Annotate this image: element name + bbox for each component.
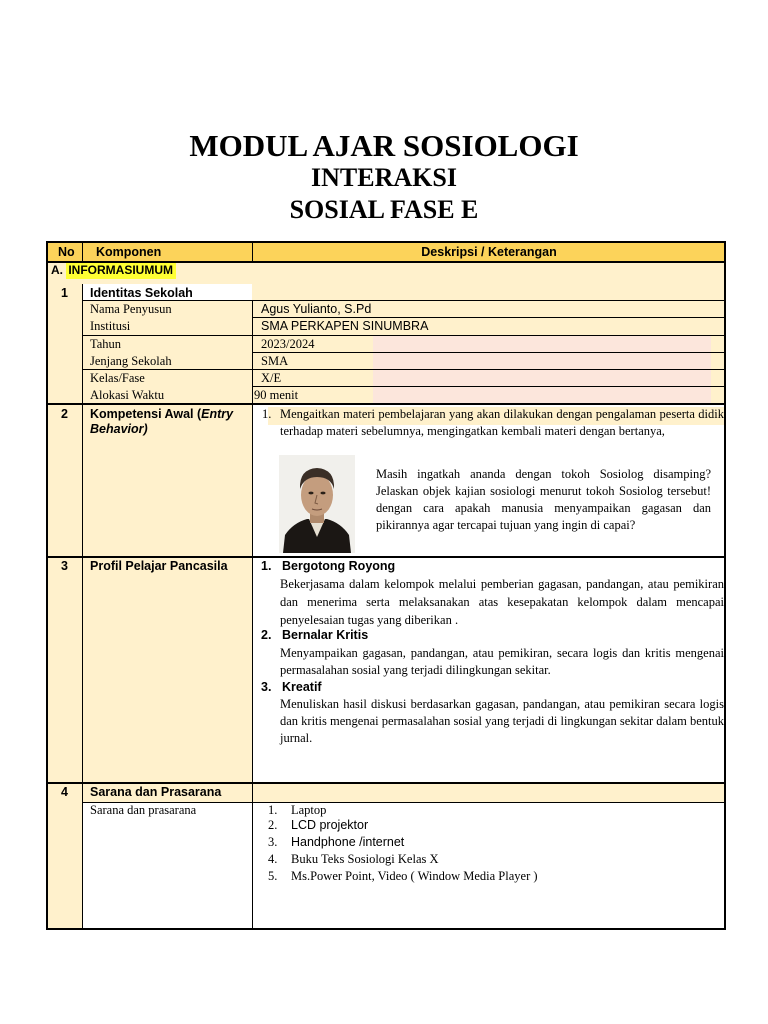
title-line-3: SOSIAL FASE E [289,195,479,224]
row2-item-number: 1. [262,407,272,421]
profile-1-title: Bergotong Royong [282,559,396,573]
no-column-fill [46,284,82,930]
section-a-label [51,263,176,278]
profile-3-text: Menuliskan hasil diskusi berdasarkan gagasan, pandangan, atau pemikiran secara logis dan kritis mengenai permasalahan sosial yang terjadi di lingkungan sekitar dalam bentuk jurnal. [280,697,724,745]
field-value-tahun: 2023/2024 [261,337,315,351]
field-label-nama-penyusun: Nama Penyusun [90,302,172,316]
field-label-institusi: Institusi [90,319,131,333]
sarana-1-number: 1. [268,803,278,817]
sarana-2-number: 2. [268,818,278,832]
field-value-jenjang-sekolah: SMA [261,354,289,368]
header-deskripsi: Deskripsi / Keterangan [421,245,557,259]
row2-item-text: Mengaitkan materi pembelajaran yang akan dilakukan dengan pengalaman peserta didik terhadap materi sebelumnya, mengingatkan kembali materi dengan bertanya, [280,407,724,438]
field-value-nama-penyusun: Agus Yulianto, S.Pd [261,302,372,316]
sarana-1-text: Laptop [291,803,327,817]
row2-heading-text: Kompetensi Awal ( [90,407,202,421]
row2-heading [90,407,233,422]
field-value-institusi: SMA PERKAPEN SINUMBRA [261,319,429,333]
row3-heading: Profil Pelajar Pancasila [90,559,228,573]
field-label-tahun: Tahun [90,337,122,351]
row4-heading: Sarana dan Prasarana [90,785,222,799]
field-label-kelas-fase: Kelas/Fase [90,371,145,385]
section-a-prefix: A. [51,263,63,277]
field-value-kelas-fase: X/E [261,371,282,385]
field-value-alokasi-waktu: 90 menit [254,388,299,402]
sarana-4-text: Buku Teks Sosiologi Kelas X [291,852,439,866]
row4-sub-label: Sarana dan prasarana [90,803,197,817]
field-label-jenjang-sekolah: Jenjang Sekolah [90,354,172,368]
row1-heading-fill [252,284,726,301]
header-no: No [58,245,75,259]
sarana-4-number: 4. [268,852,278,866]
section-a-title: INFORMASIUMUM [66,263,176,279]
row1-number: 1 [61,286,68,300]
row2-heading-line2: Behavior) [90,422,148,436]
row2-number: 2 [61,407,68,421]
profile-2-title: Bernalar Kritis [282,628,369,642]
profile-2-number: 2. [261,628,272,642]
module-table [46,241,726,930]
row2-question: Masih ingatkah ananda dengan tokoh Sosiolog disamping? Jelaskan objek kajian sosiologi menurut tokoh Sosiolog tersebut! dengan cara apakah manusia menyampaikan gagasan dan pikirannya agar tercapai tujuan yang ingin di capai? [376,467,711,532]
row3-number: 3 [61,559,68,573]
sarana-3-number: 3. [268,835,278,849]
profile-1-number: 1. [261,559,272,573]
sarana-5-text: Ms.Power Point, Video ( Window Media Player ) [291,869,538,883]
row3-heading-fill [82,557,252,783]
header-komponen: Komponen [96,245,162,259]
profile-3-number: 3. [261,680,272,694]
row2-heading-italic: Entry [201,407,234,421]
sarana-5-number: 5. [268,869,278,883]
profile-2-text: Menyampaikan gagasan, pandangan, atau pemikiran, secara logis dan kritis mengenai permasalahan sosial yang terjadi dilingkungan sekitar. [280,646,724,677]
title-line-1: MODUL AJAR SOSIOLOGI [189,128,579,163]
sarana-3-text: Handphone /internet [291,835,405,849]
profile-3-title: Kreatif [282,680,322,694]
row1-heading: Identitas Sekolah [90,286,193,300]
row4-number: 4 [61,785,68,799]
title-line-2: INTERAKSI [311,163,457,192]
sarana-2-text: LCD projektor [291,818,369,832]
profile-1-text: Bekerjasama dalam kelompok melalui pemberian gagasan, pandangan, atau pemikiran dan menerima serta melaksanakan atas kesepakatan kelompok dalam mencapai penyelesaian tugas yang diberikan . [280,577,724,627]
sociologist-portrait [279,455,355,553]
field-label-alokasi-waktu: Alokasi Waktu [90,388,165,402]
